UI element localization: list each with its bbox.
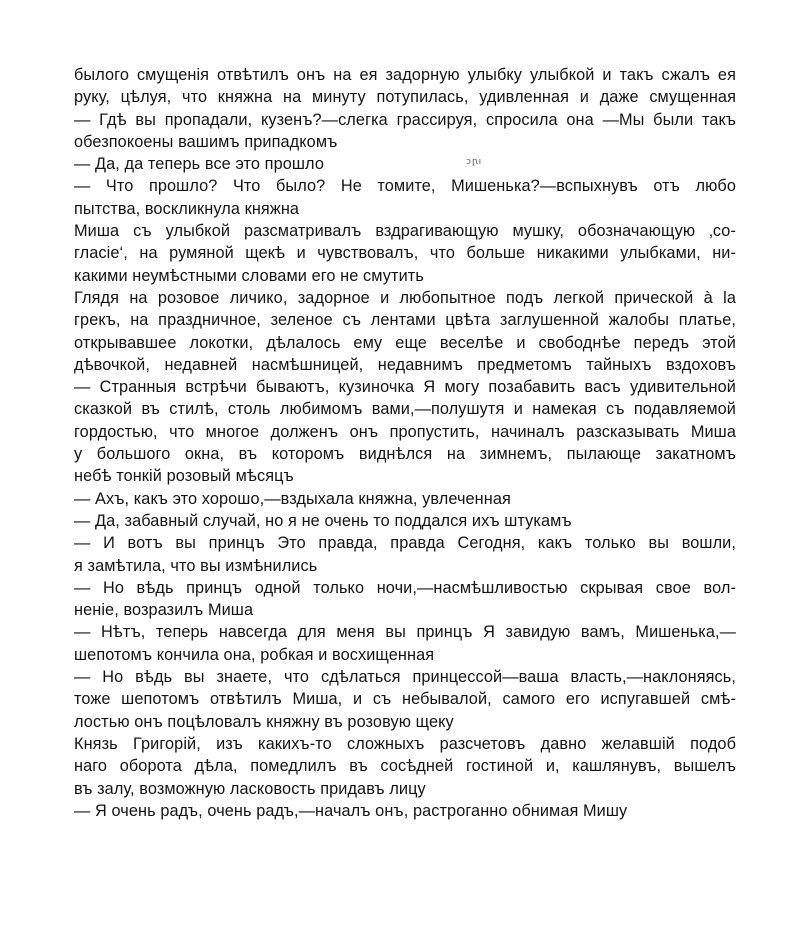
text-line: въ залу, возможную ласковость придавъ лицу [74,779,426,798]
text-line: — И вотъ вы принцъ Это правда, правда Сегодня, какъ только вы вошли, [74,534,736,553]
text-line: былого смущенія отвѣтилъ онъ на ея задорную улыбку улыбкой и такъ сжалъ ея [74,66,736,84]
text-line: — Я очень радъ, очень радъ,—началъ онъ, растроганно обнимая Мишу [74,801,628,820]
text-line: гласіе‘, на румяной щекѣ и чувствовалъ, что больше никакими улыбками, ни- [74,244,736,263]
text-line: какими неумѣстными словами его не смутить [74,266,424,285]
text-line: — Что прошло? Что было? Не томите, Мишенька?—вспыхнувъ отъ любо [74,177,736,196]
text-line: — Но вѣдь принцъ одной только ночи,—насмѣшливостью скрывая свое вол- [74,578,736,597]
text-line: дѣвочкой, недавней насмѣшницей, недавнимъ предметомъ тайныхъ вздоховъ [74,355,736,374]
text-line: гордостью, что многое долженъ онъ пропустить, начиналъ разсказывать Миша [74,422,736,441]
text-line: Миша съ улыбкой разсматривалъ вздрагивающую мушку, обозначающую ‚со- [74,222,736,241]
text-line: я замѣтила, что вы измѣнились [74,556,318,575]
text-line: руку, цѣлуя, что княжна на минуту потупилась, удивленная и даже смущенная [74,88,736,107]
text-line: — Гдѣ вы пропадали, кузенъ?—слегка грассируя, спросила она —Мы были такъ [74,110,736,129]
text-line: — Да, забавный случай, но я не очень то поддался ихъ штукамъ [74,511,572,530]
text-line: Князь Григорій, изъ какихъ-то сложныхъ разсчетовъ давно желавшій подоб [74,734,736,753]
text-line: небѣ тонкій розовый мѣсяцъ [74,467,294,486]
text-line: тоже шепотомъ отвѣтилъ Миша, и съ небывалой, самого его испугавшей смѣ- [74,690,736,709]
ink-smudge: ɔꞃı [466,157,483,167]
text-line: лостью онъ поцѣловалъ княжну въ розовую щеку [74,712,454,731]
text-line: наго оборота дѣла, помедлилъ въ сосѣдней гостиной и, кашлянувъ, вышелъ [74,757,736,776]
text-line: — Нѣтъ, теперь навсегда для меня вы принцъ Я завидую вамъ, Мишенька,— [74,623,736,642]
text-line: сказкой въ стилѣ, столь любимомъ вами,—полушутя и намекая съ подавляемой [74,400,736,419]
text-line: пытства, воскликнула княжна [74,199,300,218]
text-line: обезпокоены вашимъ припадкомъ [74,132,338,151]
text-line: — Да, да теперь все это прошло [74,155,324,174]
text-line: грекъ, на праздничное, зеленое съ лентами цвѣта заглушенной жалобы платье, [74,311,736,330]
text-line: Глядя на розовое личико, задорное и любопытное подъ легкой прической à la [74,288,736,307]
text-line: шепотомъ кончила она, робкая и восхищенная [74,645,435,664]
text-line: открывавшее локотки, дѣлалось ему еще веселѣе и свободнѣе передъ этой [74,333,736,352]
text-line: у большого окна, въ которомъ виднѣлся на зимнемъ, пылающе закатномъ [74,445,736,464]
text-line: — Но вѣдь вы знаете, что сдѣлаться принцессой—ваша власть,—наклоняясь, [74,668,736,687]
text-line: — Ахъ, какъ это хорошо,—вздыхала княжна, увлеченная [74,489,511,508]
text-line: неніе, возразилъ Миша [74,601,254,620]
page-text [74,64,736,822]
text-line: — Странныя встрѣчи бываютъ, кузиночка Я могу позабавить васъ удивительной [74,378,736,397]
